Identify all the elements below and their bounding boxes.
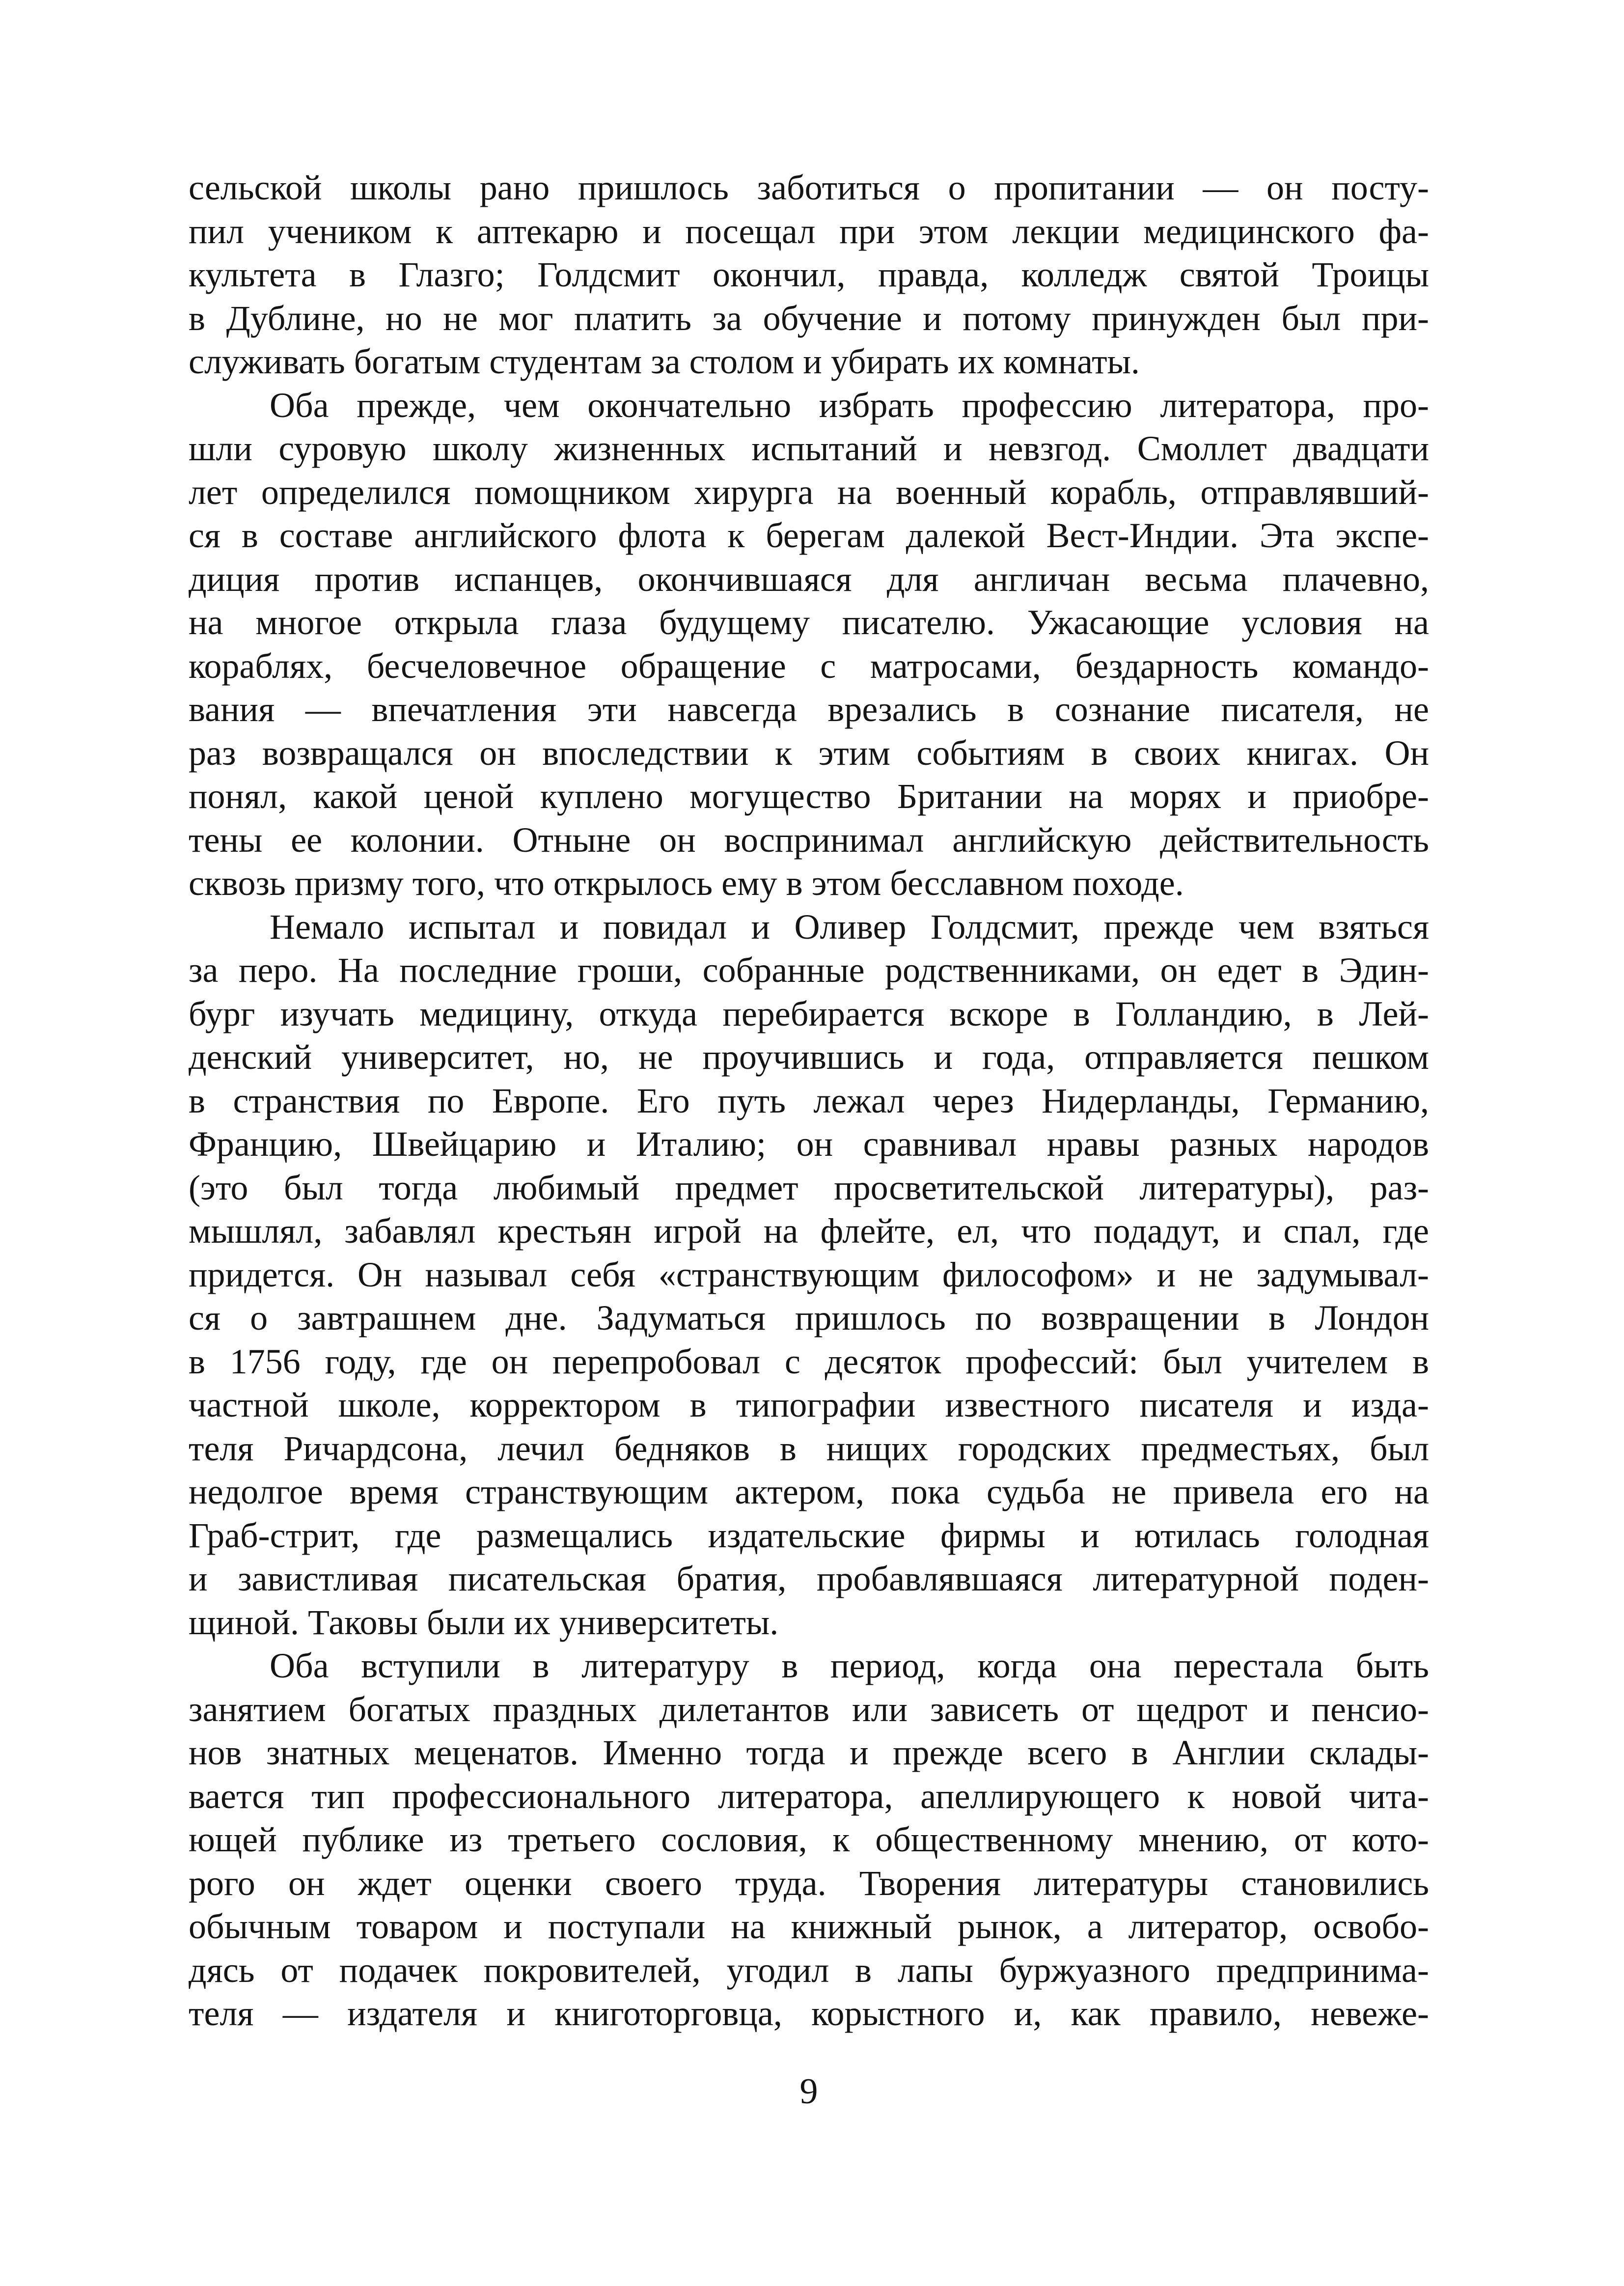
text-line: частной школе, корректором в типографии известного писателя и изда- [189,1385,1429,1424]
text-line: понял, какой ценой куплено могущество Британии на морях и приобре- [189,777,1429,816]
text-line: рого он ждет оценки своего труда. Творения литературы становились [189,1863,1429,1903]
text-line: вается тип профессионального литератора, апеллирующего к новой чита- [189,1776,1429,1816]
text-line: нов знатных меценатов. Именно тогда и прежде всего в Англии склады- [189,1733,1429,1772]
text-line: тены ее колонии. Отныне он воспринимал английскую действительность [189,820,1429,860]
text-line: обычным товаром и поступали на книжный рынок, а литератор, освобо- [189,1907,1429,1946]
text-line: вания — впечатления эти навсегда врезались в сознание писателя, не [189,690,1429,729]
text-line: занятием богатых праздных дилетантов или зависеть от щедрот и пенсио- [189,1689,1429,1729]
text-line: сельской школы рано пришлось заботиться о пропитании — он посту- [189,168,1429,207]
text-line: шли суровую школу жизненных испытаний и невзгод. Смоллет двадцати [189,429,1429,468]
text-line: ся о завтрашнем дне. Задуматься пришлось по возвращении в Лондон [189,1298,1429,1338]
text-line: пил учеником к аптекарю и посещал при этом лекции медицинского фа- [189,211,1429,251]
text-line: кораблях, бесчеловечное обращение с матросами, бездарность командо- [189,646,1429,686]
text-line: диция против испанцев, окончившаяся для англичан весьма плачевно, [189,559,1429,599]
text-line: (это был тогда любимый предмет просветительской литературы), раз- [189,1168,1429,1207]
book-page [189,166,1429,2131]
body-text [189,166,1429,2035]
text-line: лет определился помощником хирурга на военный корабль, отправлявший- [189,472,1429,512]
text-line: бург изучать медицину, откуда перебирается вскоре в Голландию, в Лей- [189,994,1429,1033]
text-line: раз возвращался он впоследствии к этим событиям в своих книгах. Он [189,733,1429,773]
text-line: служивать богатым студентам за столом и убирать их комнаты. [189,342,1140,381]
text-line: теля Ричардсона, лечил бедняков в нищих городских предместьях, был [189,1428,1429,1468]
page-number: 9 [799,2071,818,2112]
text-line: в Дублине, но не мог платить за обучение и потому принужден был при- [189,298,1429,338]
text-line: Францию, Швейцарию и Италию; он сравнивал нравы разных народов [189,1124,1429,1164]
text-line: теля — издателя и книготорговца, корыстного и, как правило, невеже- [189,1994,1429,2033]
text-line: и завистливая писательская братия, пробавлявшаяся литературной поден- [189,1559,1429,1598]
text-line: придется. Он называл себя «странствующим философом» и не задумывал- [189,1255,1429,1294]
text-line: мышлял, забавлял крестьян игрой на флейте, ел, что подадут, и спал, где [189,1211,1429,1251]
text-line: Граб-стрит, где размещались издательские фирмы и ютилась голодная [189,1515,1429,1555]
text-line: щиной. Таковы были их университеты. [189,1602,779,1642]
text-line: в странствия по Европе. Его путь лежал через Нидерланды, Германию, [189,1081,1429,1120]
paragraph-first-line: Немало испытал и повидал и Оливер Голдсмит, прежде чем взяться [270,907,1429,947]
text-line: сквозь призму того, что открылось ему в этом бесславном походе. [189,864,1184,903]
text-line: денский университет, но, не проучившись и года, отправляется пешком [189,1037,1429,1077]
paragraph-first-line: Оба вступили в литературу в период, когда она перестала быть [270,1646,1429,1685]
text-line: культета в Глазго; Голдсмит окончил, правда, колледж святой Троицы [189,255,1429,294]
text-line: ющей публике из третьего сословия, к общественному мнению, от кото- [189,1820,1429,1859]
text-line: недолгое время странствующим актером, пока судьба не привела его на [189,1472,1429,1511]
text-line: в 1756 году, где он перепробовал с десяток профессий: был учителем в [189,1341,1429,1381]
text-line: дясь от подачек покровителей, угодил в лапы буржуазного предпринима- [189,1950,1429,1990]
text-line: за перо. На последние гроши, собранные родственниками, он едет в Эдин- [189,950,1429,990]
text-line: ся в составе английского флота к берегам далекой Вест-Индии. Эта экспе- [189,516,1429,555]
paragraph-first-line: Оба прежде, чем окончательно избрать профессию литератора, про- [270,385,1429,425]
text-line: на многое открыла глаза будущему писателю. Ужасающие условия на [189,603,1429,642]
